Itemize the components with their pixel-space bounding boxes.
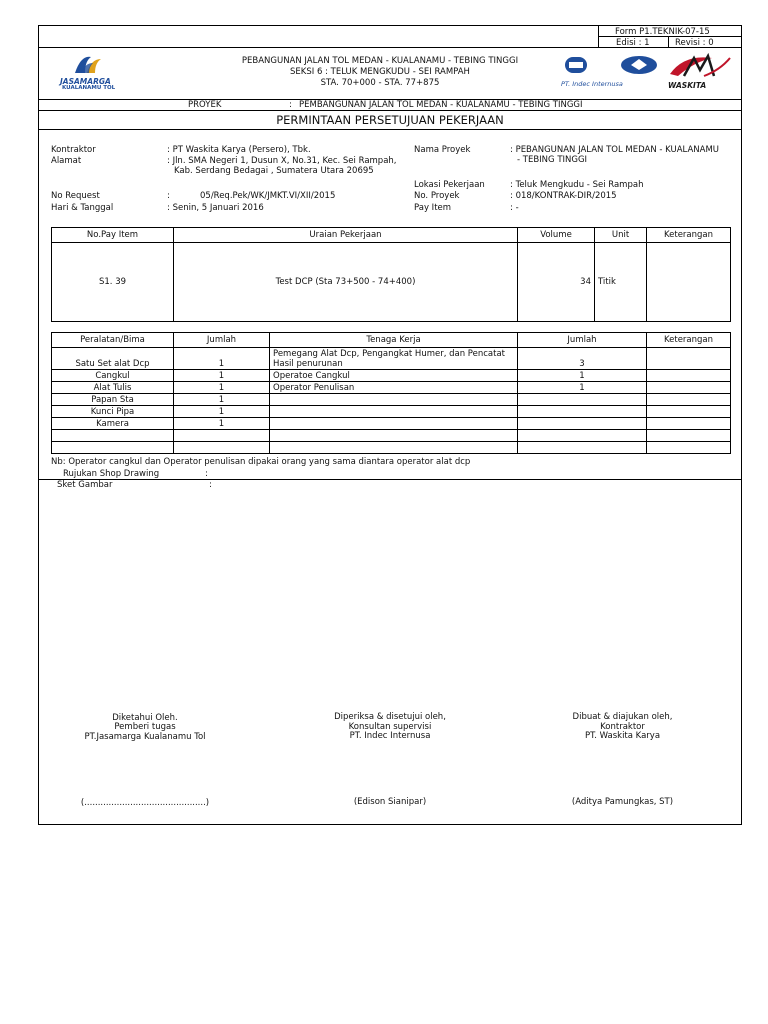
indec-emblem-icon — [555, 53, 660, 79]
form-box-mid — [668, 36, 669, 47]
res-jml-tenaga-cell — [518, 394, 647, 406]
res-ket-cell — [647, 442, 731, 454]
pay-item-label: Pay Item — [414, 203, 452, 213]
sig-left-line-2: Pemberi tugas — [114, 722, 176, 732]
hari-tanggal-label: Hari & Tanggal — [51, 203, 114, 213]
jasamarga-logo-name: JASAMARGA — [60, 77, 111, 86]
sket-gambar-sep: : — [209, 480, 212, 490]
res-col-peralatan: Peralatan/Bima — [52, 333, 174, 348]
res-tenaga-cell: Operator Penulisan — [270, 382, 518, 394]
no-proyek-value: : 018/KONTRAK-DIR/2015 — [510, 191, 617, 201]
work-col-unit: Unit — [595, 228, 647, 243]
title-bottom-line — [38, 129, 742, 130]
document-title: PERMINTAAN PERSETUJUAN PEKERJAAN — [276, 113, 504, 127]
sig-left-name: (.............................................) — [80, 798, 210, 808]
res-tenaga-line-2: Hasil penurunan — [273, 358, 343, 369]
work-unit-cell: Titik — [595, 243, 647, 322]
alamat-value-1: : Jln. SMA Negeri 1, Dusun X, No.31, Kec. Sei Rampah, — [167, 156, 397, 166]
indec-logo — [555, 53, 660, 93]
table-row — [52, 243, 731, 322]
lokasi-value: : Teluk Mengkudu - Sei Rampah — [510, 180, 644, 190]
resource-table-header — [52, 333, 731, 348]
res-tenaga-cell — [270, 430, 518, 442]
kontraktor-label: Kontraktor — [51, 145, 96, 155]
res-jml-tenaga-cell — [518, 406, 647, 418]
work-pay-item-cell: S1. 39 — [52, 243, 174, 322]
rujukan-label: Rujukan Shop Drawing — [63, 469, 160, 479]
res-jml-alat-cell: 1 — [174, 370, 270, 382]
alamat-label: Alamat — [51, 156, 82, 166]
nama-proyek-value-2: - TEBING TINGGI — [517, 155, 588, 165]
waskita-emblem-icon — [664, 52, 736, 82]
resource-table — [51, 332, 731, 454]
table-row — [52, 442, 731, 454]
res-col-jumlah-tenaga: Jumlah — [518, 333, 647, 348]
res-alat-cell: Alat Tulis — [52, 382, 174, 394]
res-alat-cell — [52, 430, 174, 442]
no-request-sep: : — [167, 191, 170, 201]
res-alat-cell: Kunci Pipa — [52, 406, 174, 418]
sig-right-line-2: Kontraktor — [600, 722, 645, 732]
res-ket-cell — [647, 348, 731, 370]
table-row — [52, 348, 731, 370]
title-top-line — [38, 110, 742, 111]
res-ket-cell — [647, 382, 731, 394]
table-row — [52, 430, 731, 442]
form-box-left — [598, 25, 599, 47]
table-row — [52, 382, 731, 394]
sig-right-line-1: Dibuat & diajukan oleh, — [572, 712, 673, 722]
jasamarga-emblem-icon — [55, 51, 125, 79]
res-ket-cell — [647, 418, 731, 430]
form-code: Form P1.TEKNIK-07-15 — [615, 27, 710, 37]
waskita-logo — [664, 52, 736, 92]
res-tenaga-cell — [270, 406, 518, 418]
sig-right-name: (Aditya Pamungkas, ST) — [571, 797, 674, 807]
res-jml-tenaga-cell: 1 — [518, 382, 647, 394]
header-line-1: PEBANGUNAN JALAN TOL MEDAN - KUALANAMU - TEBING TINGGI — [241, 56, 519, 66]
res-tenaga-cell: Operatoe Cangkul — [270, 370, 518, 382]
work-uraian-cell: Test DCP (Sta 73+500 - 74+400) — [174, 243, 518, 322]
proyek-value: PEMBANGUNAN JALAN TOL MEDAN - KUALANAMU - TEBING TINGGI — [299, 100, 583, 110]
work-table — [51, 227, 731, 322]
table-row — [52, 394, 731, 406]
hari-tanggal-value: : Senin, 5 Januari 2016 — [167, 203, 264, 213]
res-jml-alat-cell: 1 — [174, 348, 270, 370]
lokasi-label: Lokasi Pekerjaan — [414, 180, 485, 190]
sig-right-line-3: PT. Waskita Karya — [584, 731, 661, 741]
rujukan-line — [38, 479, 742, 480]
sig-middle-line-2: Konsultan supervisi — [348, 722, 432, 732]
nama-proyek-value-1: : PEBANGUNAN JALAN TOL MEDAN - KUALANAMU — [510, 145, 720, 155]
res-tenaga-cell — [270, 418, 518, 430]
no-request-value: 05/Req.Pek/WK/JMKT.VI/XII/2015 — [200, 191, 336, 201]
res-ket-cell — [647, 370, 731, 382]
form-edisi: Edisi : 1 — [616, 38, 650, 48]
rujukan-sep: : — [205, 469, 208, 479]
indec-logo-text: PT. Indec Internusa — [561, 80, 623, 88]
work-table-header — [52, 228, 731, 243]
proyek-sep: : — [289, 100, 292, 110]
waskita-logo-text: WASKITA — [668, 81, 707, 90]
sig-left-line-1: Diketahui Oleh. — [112, 713, 178, 723]
res-tenaga-cell — [270, 442, 518, 454]
res-jml-alat-cell — [174, 442, 270, 454]
res-jml-alat-cell: 1 — [174, 394, 270, 406]
sig-middle-name: (Edison Sianipar) — [353, 797, 427, 807]
sig-middle-line-1: Diperiksa & disetujui oleh, — [334, 712, 446, 722]
sig-middle-line-3: PT. Indec Internusa — [349, 731, 431, 741]
res-ket-cell — [647, 406, 731, 418]
table-row — [52, 406, 731, 418]
alamat-value-2: Kab. Serdang Bedagai , Sumatera Utara 20695 — [174, 166, 374, 176]
header-line-3: STA. 70+000 - STA. 77+875 — [320, 78, 440, 88]
table-row — [52, 418, 731, 430]
res-alat-cell — [52, 442, 174, 454]
res-jml-tenaga-cell — [518, 442, 647, 454]
nama-proyek-label: Nama Proyek — [414, 145, 471, 155]
res-alat-cell: Kamera — [52, 418, 174, 430]
jasamarga-logo — [55, 51, 125, 93]
res-tenaga-line-1: Pemegang Alat Dcp, Pengangkat Humer, dan Pencatat — [273, 348, 506, 359]
nb-note: Nb: Operator cangkul dan Operator penulisan dipakai orang yang sama diantara operator alat dcp — [51, 457, 471, 467]
header-line-2: SEKSI 6 : TELUK MENGKUDU - SEI RAMPAH — [290, 67, 470, 77]
work-col-keterangan: Keterangan — [647, 228, 731, 243]
res-jml-tenaga-cell: 3 — [518, 348, 647, 370]
res-alat-cell: Papan Sta — [52, 394, 174, 406]
jasamarga-logo-sub: KUALANAMU TOL — [62, 85, 116, 91]
res-col-jumlah-alat: Jumlah — [174, 333, 270, 348]
res-alat-cell: Cangkul — [52, 370, 174, 382]
res-jml-alat-cell: 1 — [174, 382, 270, 394]
res-col-tenaga: Tenaga Kerja — [270, 333, 518, 348]
res-tenaga-cell — [270, 348, 518, 370]
proyek-label: PROYEK — [188, 100, 222, 110]
res-ket-cell — [647, 430, 731, 442]
work-keterangan-cell — [647, 243, 731, 322]
res-ket-cell — [647, 394, 731, 406]
work-col-volume: Volume — [518, 228, 595, 243]
res-jml-tenaga-cell — [518, 418, 647, 430]
work-volume-cell: 34 — [518, 243, 595, 322]
form-revisi: Revisi : 0 — [675, 38, 714, 48]
res-jml-alat-cell: 1 — [174, 418, 270, 430]
res-tenaga-cell — [270, 394, 518, 406]
table-row — [52, 370, 731, 382]
no-request-label: No Request — [51, 191, 100, 201]
res-alat-cell: Satu Set alat Dcp — [52, 348, 174, 370]
work-col-pay-item: No.Pay Item — [52, 228, 174, 243]
res-jml-alat-cell: 1 — [174, 406, 270, 418]
no-proyek-label: No. Proyek — [414, 191, 460, 201]
res-jml-tenaga-cell — [518, 430, 647, 442]
sket-gambar-label: Sket Gambar — [57, 480, 113, 490]
res-jml-alat-cell — [174, 430, 270, 442]
work-col-uraian: Uraian Pekerjaan — [174, 228, 518, 243]
kontraktor-value: : PT Waskita Karya (Persero), Tbk. — [167, 145, 311, 155]
pay-item-value: : - — [510, 203, 519, 213]
res-jml-tenaga-cell: 1 — [518, 370, 647, 382]
res-col-keterangan: Keterangan — [647, 333, 731, 348]
sig-left-line-3: PT.Jasamarga Kualanamu Tol — [84, 732, 206, 742]
